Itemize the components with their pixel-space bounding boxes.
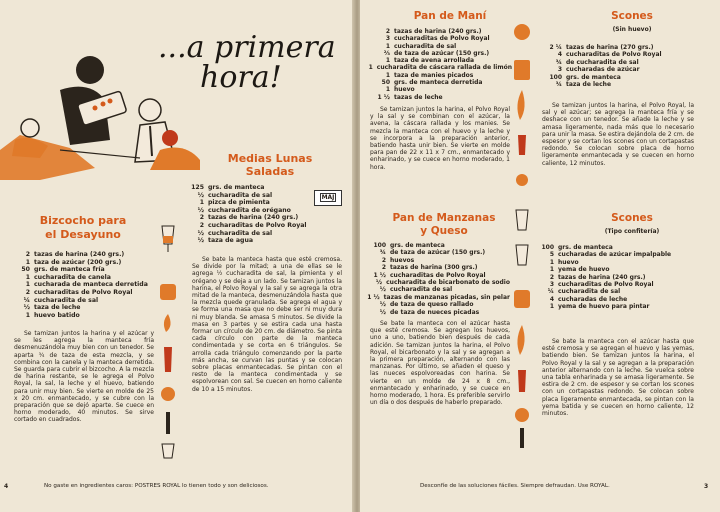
ingredient-row: ½ cucharadita de bicarbonato de sodio bbox=[375, 279, 510, 287]
medialunas-ingredients bbox=[178, 184, 328, 245]
ingredient-row: 1 taza de azúcar (200 grs.) bbox=[25, 258, 122, 266]
ingredient-row: ¾ taza de leche bbox=[555, 81, 612, 89]
scones-conf-subtitle: (Tipo confitería) bbox=[604, 228, 660, 235]
scones-sal-subtitle: (Sin huevo) bbox=[612, 26, 652, 33]
ingredient-row: ¾ de cucharadita de sal bbox=[555, 58, 639, 66]
ingredient-row: 1 huevo batido bbox=[25, 311, 80, 319]
page-badge: MAJ bbox=[314, 190, 342, 206]
medialunas-title-2: Saladas bbox=[245, 165, 295, 178]
headline-line2: hora! bbox=[200, 60, 282, 95]
scones-conf-ingredients bbox=[528, 244, 698, 311]
headline-line1: ...a primera bbox=[158, 30, 336, 65]
ingredient-row: 1 ½ tazas de leche bbox=[377, 93, 443, 101]
ingredient-row: 2 cucharaditas de Polvo Royal bbox=[25, 288, 133, 296]
left-footer: No gaste en ingredientes caros: POSTRES ROYAL lo tienen todo y son deliciosos. bbox=[44, 483, 269, 489]
ingredient-row: 3 cucharaditas de Polvo Royal bbox=[385, 35, 490, 43]
bizcocho-title-1: Bizcocho para bbox=[39, 214, 127, 227]
kitchen-utensils-column-icon bbox=[510, 20, 534, 450]
bizcocho-ingredients bbox=[4, 251, 154, 319]
ingredient-row: 1 cucharadita de sal bbox=[385, 42, 457, 50]
right-footer: Desconfíe de las soluciones fáciles. Siempre defraudan. Use ROYAL. bbox=[420, 483, 610, 489]
ingredient-row: 2 tazas de harina (240 grs.) bbox=[549, 273, 646, 281]
bizcocho-title-2: el Desayuno bbox=[45, 228, 121, 241]
ingredient-row: 1 cucharada de manteca derretida bbox=[25, 281, 148, 289]
pan-mani-title: Pan de Maní bbox=[413, 10, 487, 22]
ingredient-row: ¾ de taza de azúcar (150 grs.) bbox=[379, 249, 486, 257]
pan-manzanas-ingredients bbox=[360, 242, 510, 316]
scones-sal-title: Scones bbox=[611, 10, 653, 22]
ingredient-row: ½ cucharadita de orégano bbox=[197, 206, 291, 214]
left-page bbox=[0, 0, 356, 512]
ingredient-row: 1 yema de huevo bbox=[549, 266, 610, 274]
page-number-right: 3 bbox=[704, 483, 709, 490]
ingredient-row: 2 huevos bbox=[381, 256, 415, 264]
ingredient-row: 1 huevo bbox=[549, 258, 579, 266]
scones-sal-ingredients bbox=[536, 44, 696, 88]
ingredient-row: 3 cucharadas de azúcar bbox=[557, 66, 640, 74]
ingredient-row: 100 grs. de manteca bbox=[541, 244, 613, 251]
ingredient-row: ½ de taza de queso rallado bbox=[379, 301, 474, 309]
ingredient-row: 1 ½ tazas de manzanas picadas, sin pelar bbox=[367, 293, 510, 301]
ingredient-row: 2 ¼ tazas de harina (270 grs.) bbox=[549, 44, 654, 51]
pan-manzanas-title-2: y Queso bbox=[420, 225, 468, 237]
ingredient-row: 125 grs. de manteca bbox=[191, 184, 265, 191]
pan-manzanas-method: Se bate la manteca con el azúcar hasta que esté cremosa. Se agregan los huevos, uno a uno, batiendo bien después de cada adición. Se tamizan juntos la harina, el Polvo Royal, el bicarbonato y la sal y se agregan a la primera preparación, alternando con las manzanas. Por último, se añaden el queso y las nueces espolvoreadas con harina. Se vierte en un molde de 24 x 8 cm., enmantecado y enharinado, y se cuece en horno moderado, 1 hora. Es preferible servirlo un día o dos después de haberlo preparado. bbox=[370, 320, 510, 407]
ingredient-row: 2 tazas de harina (240 grs.) bbox=[199, 214, 299, 222]
ingredient-row: 1 huevo bbox=[385, 86, 415, 94]
pan-mani-method: Se tamizan juntos la harina, el Polvo Royal y la sal y se combinan con el azúcar, la avena, la cáscara rallada y los manies. Se mezcla la manteca con el huevo y la leche y se incorpora a la preparación anterior, batiendo hasta unir bien. Se vierte en molde para pan de 22 x 11 x 7 cm., enmantecado y enharinado, y se cuece en horno moderado, 1 hora. bbox=[370, 106, 510, 171]
scones-conf-title: Scones bbox=[611, 212, 653, 224]
kitchen-utensils-column-icon bbox=[156, 222, 180, 462]
page-number-left: 4 bbox=[4, 483, 9, 490]
ingredient-row: 1 cucharadita de canela bbox=[25, 273, 111, 281]
ingredient-row: ½ cucharadita de sal bbox=[197, 191, 273, 199]
ingredient-row: 100 grs. de manteca bbox=[549, 73, 621, 81]
medialunas-method: Se bate la manteca hasta que esté cremosa. Se divide por la mitad; a una de ellas se le agrega ½ cucharadita de sal, la pimienta y el orégano y se deja a un lado. Se tamizan juntos la harina, el Polvo Royal y la sal y se agrega la otra mitad de la manteca, desmenuzándola hasta que la mezcla quede granulada. Se agrega el agua y se forma una masa que no debe ser ni muy dura ni muy blanda. Se amasa 5 minutos. Se divide la masa en 3 partes y se estira cada una hasta formar un círculo de 20 cm. de diámetro. Se pinta cada círculo con parte de la manteca condimentada y se corta en 6 triángulos. Se arrolla cada triángulo comenzando por la parte más ancha, se curvan las puntas y se colocan sobre placas enmantecadas. Se pintan con el resto de la manteca condimentada y se espolvorean con sal. Se cuecen en horno caliente de 10 a 15 minutos. bbox=[192, 256, 342, 393]
ingredient-row: ½ taza de leche bbox=[23, 304, 81, 312]
ingredient-row: 2 tazas de harina (300 grs.) bbox=[381, 264, 478, 272]
ingredient-row: 50 grs. de manteca fría bbox=[21, 266, 105, 274]
ingredient-row: 4 cucharaditas de Polvo Royal bbox=[557, 51, 662, 59]
ingredient-row: 4 cucharadas de leche bbox=[549, 295, 628, 303]
ingredient-row: ½ cucharadita de sal bbox=[197, 229, 273, 237]
ingredient-row: ⅔ de taza de azúcar (150 grs.) bbox=[383, 49, 490, 57]
ingredient-row: 50 grs. de manteca derretida bbox=[381, 79, 483, 87]
ingredient-row: 1 pizca de pimienta bbox=[199, 199, 270, 207]
ingredient-row: 2 cucharaditas de Polvo Royal bbox=[199, 221, 307, 229]
scones-sal-method: Se tamizan juntos la harina, el Polvo Royal, la sal y el azúcar; se agrega la manteca fría y se deshace con un tenedor. Se añade la leche y se amasa ligeramente, nada más que lo necesario para unir la masa. Se estira dejándola de 2 cm. de espesor y se cortan los scones con un cortapastas redondo. Se colocan sobre placa de horno ligeramente enmantecada y se cuecen en horno caliente, 12 minutos. bbox=[542, 102, 694, 167]
ingredient-row: ½ taza de agua bbox=[197, 237, 254, 245]
ingredient-row: ¼ cucharadita de sal bbox=[547, 288, 621, 296]
ingredient-row: 2 tazas de harina (240 grs.) bbox=[385, 28, 482, 35]
pan-manzanas-title-1: Pan de Manzanas bbox=[392, 212, 496, 224]
ingredient-row: 1 yema de huevo para pintar bbox=[549, 303, 650, 311]
ingredient-row: ½ cucharadita de sal bbox=[379, 286, 453, 294]
pan-mani-ingredients bbox=[364, 28, 512, 101]
ingredient-row: 1 taza de manies picados bbox=[385, 71, 474, 79]
medialunas-title-1: Medias Lunas bbox=[227, 152, 313, 165]
bizcocho-method: Se tamizan juntos la harina y el azúcar y se les agrega la manteca fría desmenuzándola muy bien con un tenedor. Se aparta ¾ de taza de esta mezcla, y se combina con la canela y la manteca derretida. Se guarda para cubrir el bizcocho. A la mezcla de harina restante, se le agrega el Polvo Royal, la sal, la leche y el huevo, batiendo para unir muy bien. Se vierte en molde de 25 x 20 cm. enmantecado, y se cubre con la preparación que se dejó aparte. Se cuece en horno moderado, 40 minutos. Se sirve cortado en cuadrados. bbox=[14, 330, 154, 424]
scones-conf-method: Se bate la manteca con el azúcar hasta que esté cremosa y se agregan el huevo y las yemas, batiendo bien. Se tamizan juntos la harina, el Polvo Royal y la sal y se agregan a la preparación anterior alternando con la leche. Se vuelca sobre una tabla enharinada y se amasa ligeramente. Se estira de 2 cm. de espesor y se cortan los scones con un cortapastas redondo. Se colocan sobre placa ligeramente enmantecada, se pintan con la yema batida y se cuecen en horno caliente, 12 minutos. bbox=[542, 338, 694, 418]
ingredient-row: 1 ½ cucharaditas de Polvo Royal bbox=[373, 271, 486, 279]
ingredient-row: 3 cucharaditas de Polvo Royal bbox=[549, 281, 654, 289]
ingredient-row: 100 grs. de manteca bbox=[373, 242, 445, 249]
ingredient-row: 1 cucharadita de cáscara rallada de limón bbox=[368, 64, 512, 72]
ingredient-row: 2 tazas de harina (240 grs.) bbox=[25, 251, 125, 258]
ingredient-row: 1 taza de avena arrollada bbox=[385, 57, 475, 65]
ingredient-row: 5 cucharadas de azúcar impalpable bbox=[549, 251, 672, 259]
ingredient-row: ¼ cucharadita de sal bbox=[23, 296, 99, 304]
ingredient-row: ½ de taza de nueces picadas bbox=[379, 308, 480, 316]
